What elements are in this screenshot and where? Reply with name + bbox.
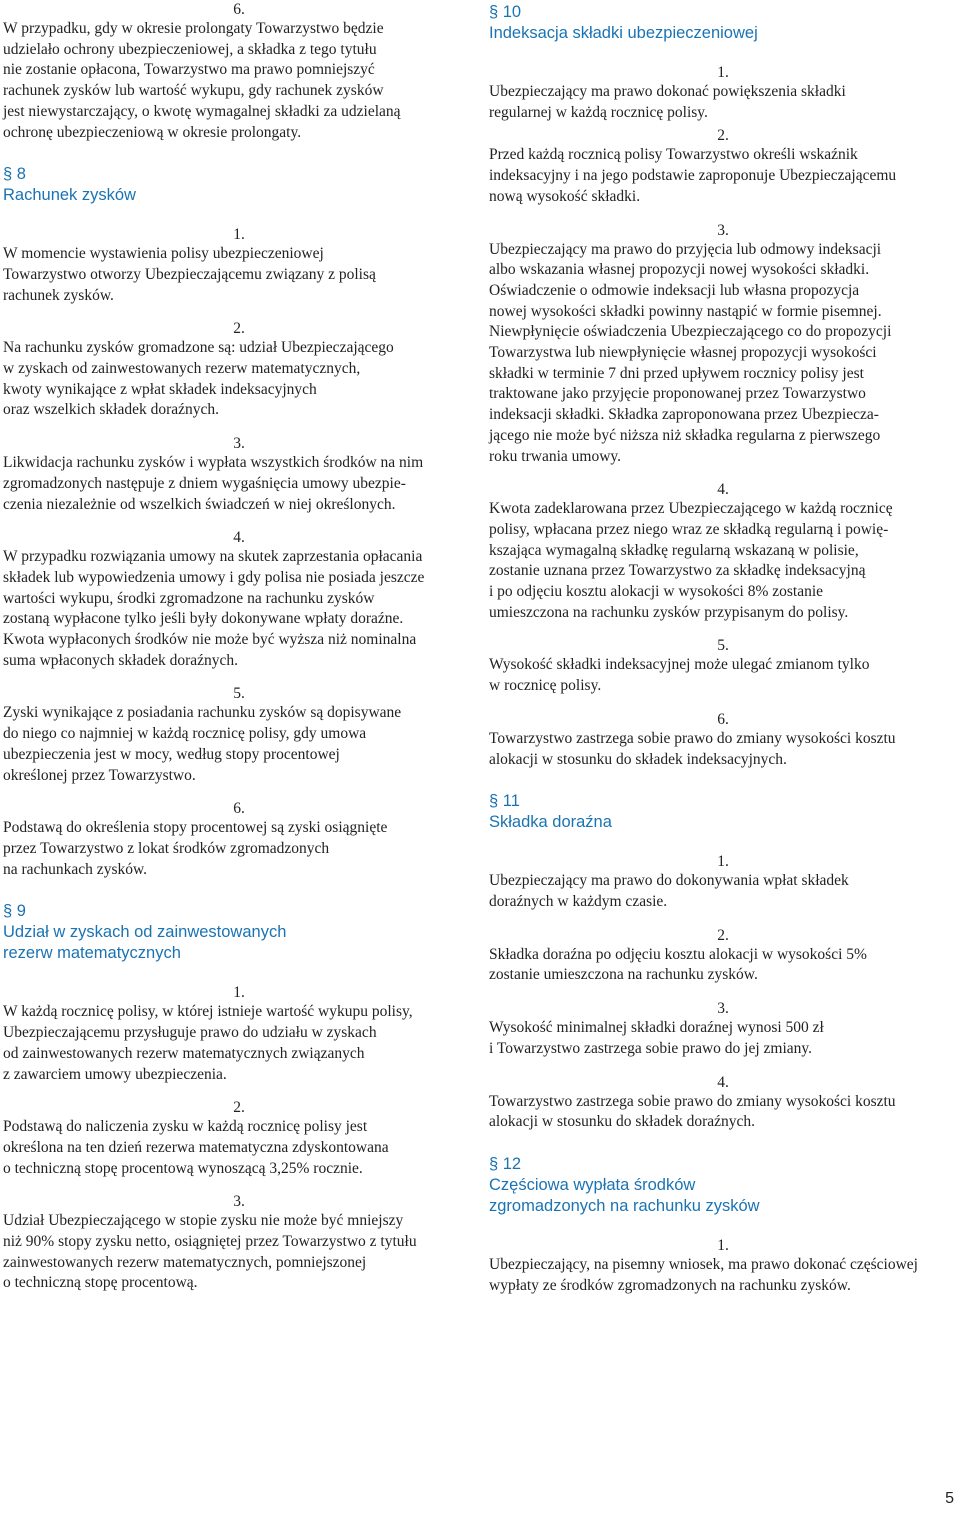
paragraph: Towarzystwo zastrzega sobie prawo do zmiany wysokości kosztu alokacji w stosunku do składek doraźnych. xyxy=(489,1092,896,1131)
paragraph: Ubezpieczający, na pisemny wniosek, ma prawo dokonać częściowej wypłaty ze środków zgromadzonych na rachunku zysków. xyxy=(489,1255,918,1294)
paragraph: Ubezpieczający ma prawo do przyjęcia lub odmowy indeksacji albo wskazania własnej propozycji nowej wysokości składki. Oświadczenie o odmowie indeksacji lub własna propozycja nowej wysokości składki powinny nastąpić w formie pisemnej. Niewpłynięcie oświadczenia Ubezpieczającego co do propozycji Towarzystwa lub niewpłynięcie własnej propozycji wysokości składki w terminie 7 dni przed upływem rocznicy polisy jest traktowane jako przyjęcie proponowanej przez Towarzystwo indeksacji składki. Składka zaproponowana przez Ubezpiecza- jącego nie może być niższa niż składka regularna z pierwszego roku trwania umowy. xyxy=(489,240,892,465)
item-number: 1. xyxy=(233,226,245,244)
item-number: 4. xyxy=(233,529,245,547)
item-number: 2. xyxy=(233,320,245,338)
paragraph: Podstawą do naliczenia zysku w każdą rocznicę polisy jest określona na ten dzień rezerwa matematyczna zdyskontowana o techniczną stopę procentową wynoszącą 3,25% rocznie. xyxy=(3,1118,389,1177)
section-symbol: § 12 xyxy=(489,1154,522,1173)
paragraph: Zyski wynikające z posiadania rachunku zysków są dopisywane do niego co najmniej w każdą rocznicę polisy, gdy umowa ubezpieczenia jest w mocy, według stopy procentowej określonej przez Towarzystwo. xyxy=(3,704,402,784)
item-number: 5. xyxy=(717,637,729,655)
item-number: 2. xyxy=(717,127,729,145)
paragraph: Składka doraźna po odjęciu kosztu alokacji w wysokości 5% zostanie umieszczona na rachunku zysków. xyxy=(489,945,867,984)
paragraph: Wysokość składki indeksacyjnej może ulegać zmianom tylko w rocznicę polisy. xyxy=(489,656,870,695)
paragraph: W przypadku rozwiązania umowy na skutek zaprzestania opłacania składek lub wypowiedzenia umowy i gdy polisa nie posiada jeszcze wartości wykupu, środki zgromadzone na rachunku zysków zostaną wypłacone tylko jeśli były dokonywane wpłaty doraźne. Kwota wypłaconych środków nie może być wyższa niż nominalna suma wpłaconych składek doraźnych. xyxy=(3,548,425,669)
item-number: 6. xyxy=(233,1,245,18)
paragraph: Podstawą do określenia stopy procentowej są zyski osiągnięte przez Towarzystwo z lokat środków zgromadzonych na rachunkach zysków. xyxy=(3,819,388,878)
item-number: 3. xyxy=(233,1193,245,1211)
section-symbol: § 11 xyxy=(489,792,520,811)
page-number: 5 xyxy=(945,1490,954,1507)
section-title: Indeksacja składki ubezpieczeniowej xyxy=(489,24,758,42)
paragraph: Towarzystwo zastrzega sobie prawo do zmiany wysokości kosztu alokacji w stosunku do składek indeksacyjnych. xyxy=(489,729,896,768)
section-symbol: § 8 xyxy=(3,165,26,184)
item-number: 3. xyxy=(717,221,729,239)
item-number: 1. xyxy=(717,853,729,871)
section-title: Udział w zyskach od zainwestowanych rezerw matematycznych xyxy=(3,923,287,963)
item-number: 3. xyxy=(233,435,245,453)
section-12 xyxy=(489,1154,957,1296)
paragraph: Na rachunku zysków gromadzone są: udział Ubezpieczającego w zyskach od zainwestowanych rezerw matematycznych, kwoty wynikające z wpłat składek indeksacyjnych oraz wszelkich składek doraźnych. xyxy=(3,339,394,419)
section-8 xyxy=(3,164,475,880)
left-column xyxy=(3,0,475,1294)
paragraph: Kwota zadeklarowana przez Ubezpieczającego w każdą rocznicę polisy, wpłacana przez niego wraz ze składką regularną i powię- kszająca wymagalną składkę regularną wskazaną w polisie, zostanie uznana przez Towarzystwo za składkę indeksacyjną i po odjęciu kosztu alokacji w wysokości 8% zostanie umieszczona na rachunku zysków przypisanym do polisy. xyxy=(489,500,893,621)
paragraph: W każdą rocznicę polisy, w której istnieje wartość wykupu polisy, Ubezpieczającemu przysługuje prawo do udziału w zyskach od zainwestowanych rezerw matematycznych związanych z zawarciem umowy ubezpieczenia. xyxy=(3,1003,413,1083)
item-number: 3. xyxy=(717,1000,729,1018)
item-number: 6. xyxy=(717,710,729,728)
right-column xyxy=(489,0,957,1296)
paragraph: Wysokość minimalnej składki doraźnej wynosi 500 zł i Towarzystwo zastrzega sobie prawo do jej zmiany. xyxy=(489,1019,824,1057)
section-symbol: § 9 xyxy=(3,902,26,921)
paragraph: Ubezpieczający ma prawo do dokonywania wpłat składek doraźnych w każdym czasie. xyxy=(489,872,849,910)
section-title: Rachunek zysków xyxy=(3,186,136,205)
item-number: 1. xyxy=(233,984,245,1002)
section-title: Częściowa wypłata środków zgromadzonych na rachunku zysków xyxy=(489,1175,760,1215)
paragraph: W momencie wystawienia polisy ubezpieczeniowej Towarzystwo otworzy Ubezpieczającemu związany z polisą rachunek zysków. xyxy=(3,245,376,304)
item-number: 6. xyxy=(233,800,245,818)
section-title: Składka doraźna xyxy=(489,813,612,832)
section-10 xyxy=(489,2,957,770)
item-number: 5. xyxy=(233,685,245,703)
paragraph: Ubezpieczający ma prawo dokonać powiększenia składki regularnej w każdą rocznicę polisy. xyxy=(489,83,846,121)
item-number: 1. xyxy=(717,64,729,81)
section-symbol: § 10 xyxy=(489,3,522,21)
item-number: 4. xyxy=(717,1073,729,1091)
section-11 xyxy=(489,791,957,1133)
paragraph: W przypadku, gdy w okresie prolongaty Towarzystwo będzie udzielało ochrony ubezpieczeniowej, a składka z tego tytułu nie zostanie opłacona, Towarzystwo ma prawo pomniejszyć rachunek zysków lub wartość wykupu, gdy rachunek zysków jest niewystarczający, o kwotę wymagalnej składki za udzielaną ochronę ubezpieczeniową w okresie prolongaty. xyxy=(3,20,401,141)
paragraph: Przed każdą rocznicą polisy Towarzystwo określi wskaźnik indeksacyjny i na jego podstawie zaproponuje Ubezpieczającemu nową wysokość składki. xyxy=(489,146,897,205)
item-number: 1. xyxy=(717,1236,729,1254)
item-number: 4. xyxy=(717,481,729,499)
paragraph: Likwidacja rachunku zysków i wypłata wszystkich środków na nim zgromadzonych następuje z dniem wygaśnięcia umowy ubezpie- czenia niezależnie od wszelkich świadczeń w niej określonych. xyxy=(3,454,424,513)
paragraph: Udział Ubezpieczającego w stopie zysku nie może być mniejszy niż 90% stopy zysku netto, osiągniętej przez Towarzystwo z tytułu zainwestowanych rezerw matematycznych, pomniejszonej o techniczną stopę procentową. xyxy=(3,1212,417,1292)
item-number: 2. xyxy=(233,1099,245,1117)
section-9 xyxy=(3,901,475,1294)
item-number: 2. xyxy=(717,926,729,944)
